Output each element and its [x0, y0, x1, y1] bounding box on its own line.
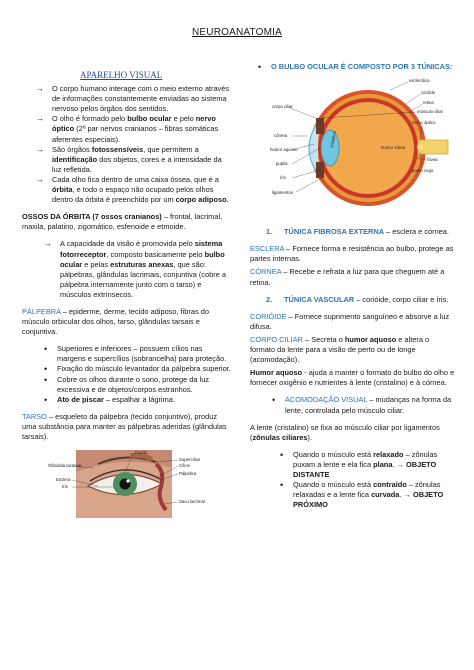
- diagram-label: ligamentos: [272, 190, 293, 196]
- list-item: • Cobre os olhos durante o sono, protege da luz excessiva e de objetos/corpos estranhos.: [44, 374, 210, 394]
- eye-anatomy-photo: [48, 450, 228, 518]
- cornea-definition: CÓRNEA – Recebe e refrata a luz para que cheguem até a retina.: [250, 267, 445, 287]
- section-title: APARELHO VISUAL: [80, 70, 163, 80]
- tunica-fibrosa: 1. TÚNICA FIBROSA EXTERNA – esclera e córnea.: [266, 227, 449, 237]
- corioide-definition: CORIÓIDE – Fornece suprimento sanguíneo e absorve a luz difusa.: [250, 311, 450, 331]
- list-item: • Quando o músculo está relaxado – zônulas puxam a lente e ela fica plana. → OBJETO DISTANTE: [280, 449, 438, 479]
- diagram-label: fóvea: [427, 157, 438, 163]
- list-item: • Fixação do músculo levantador da pálpebra superior.: [44, 364, 231, 375]
- photo-label: Íris: [62, 484, 68, 490]
- diagram-label: esclerótica: [409, 78, 430, 84]
- bullet-icon: •: [280, 480, 284, 491]
- list-item: → O olho é formado pelo bulbo ocular e pelo nervo óptico (2º par nervos cranianos – fibras somáticas aferentes especiais).: [36, 114, 219, 144]
- right-arrow-icon: →: [36, 114, 44, 124]
- diagram-label: ponto cego: [412, 168, 434, 174]
- photo-label: Pálpebra: [179, 471, 197, 477]
- right-column: [250, 62, 456, 510]
- right-arrow-icon: →: [36, 84, 44, 94]
- photo-label: Saco lacrimal: [179, 499, 205, 505]
- palpebra-definition: PÁLPEBRA – epiderme, derme, tecido adiposo, fibras do músculo orbicular dos olhos, tarso, glândulas tarsais e conjuntiva.: [22, 306, 209, 337]
- right-arrow-icon: →: [36, 174, 44, 184]
- acomodacao-item: • ACOMODAÇÃO VISUAL – mudanças na forma da lente, controlada pelo músculo ciliar.: [272, 395, 452, 415]
- bullet-icon: •: [272, 395, 276, 406]
- diagram-label: íris: [280, 175, 286, 181]
- diagram-label: corpo ciliar: [272, 104, 293, 110]
- diagram-label: pupila: [276, 161, 288, 167]
- bullet-icon: •: [44, 364, 48, 375]
- list-item: • Quando o músculo está contraído – zônulas relaxadas e a lente fica curvada. → OBJETO PRÓXIMO: [280, 480, 444, 510]
- bullet-icon: •: [44, 374, 48, 385]
- diagram-label: coróide: [421, 90, 436, 96]
- eye-cross-section-diagram: [270, 74, 450, 224]
- diagram-label: humor vítreo: [381, 145, 406, 151]
- list-item: → O corpo humano interage com o meio externo através de informações constantemente enviadas ao sistema nervoso pelos órgãos dos sentidos.: [36, 84, 230, 114]
- bullet-icon: •: [258, 62, 262, 72]
- list-item: → A capacidade da visão é promovida pelo sistema fotorreceptor, composto basicamente pelo bulbo ocular e pelas estruturas anexas, que são: pálpebras, glândulas lacrimais, conjuntiva (cobre a pálpebra internamente junto com o tarso) e músculos extrínsecos.: [44, 239, 226, 299]
- photo-label: Esclera: [56, 477, 71, 483]
- list-item: → Cada olho fica dentro de uma caixa óssea, que é a órbita, e todo o espaço não ocupado pelos olhos dentro da órbita é preenchido por um corpo adiposo.: [36, 174, 229, 205]
- esclera-definition: ESCLERA – Fornece forma e resistência ao bulbo, protege as partes internas.: [250, 244, 454, 264]
- tunica-vascular: 2. TÚNICA VASCULAR – corióide, corpo ciliar e íris.: [266, 294, 449, 304]
- bullet-icon: •: [44, 394, 48, 405]
- photo-label: Cílios: [179, 463, 190, 469]
- diagram-label: humor aquoso: [270, 147, 298, 153]
- photo-label: Supercílios: [179, 457, 201, 463]
- diagram-label: músculo ciliar: [417, 109, 444, 115]
- photo-label: Glândula lacrimal: [48, 463, 82, 469]
- humor-aquoso-definition: Humor aquoso - ajuda a manter o formato do bulbo do olho e fornecer oxigênio e nutrientes à lente (cristalino) e à córnea.: [250, 368, 455, 388]
- right-arrow-icon: →: [44, 239, 52, 249]
- bulbo-heading: • O BULBO OCULAR É COMPOSTO POR 3 TÚNICAS:: [258, 62, 453, 72]
- diagram-label: córnea: [274, 133, 288, 139]
- photo-label: Pupila: [135, 450, 147, 456]
- corpo-ciliar-definition: CORPO CILIAR – Secreta o humor aquoso e altera o formato da lente para a visão de perto ou de longe (acomodação).: [250, 334, 430, 365]
- left-column: [22, 62, 232, 521]
- diagram-label: cristalino: [329, 130, 337, 149]
- diagram-label: retina: [423, 100, 434, 106]
- tarso-definition: TARSO – esqueleto da pálpebra (tecido conjuntivo), produz uma substância para manter as pálpebras aderidas (glândulas tarsais).: [22, 411, 227, 441]
- bullet-icon: •: [44, 344, 48, 355]
- orbit-bones: OSSOS DA ÓRBITA (7 ossos cranianos) – frontal, lacrimal, maxila, palatino, zigomático, esfenoide e etmoide.: [22, 212, 223, 232]
- diagram-label: nervo óptico: [412, 120, 436, 126]
- bullet-icon: •: [280, 449, 284, 460]
- page-title: NEUROANATOMIA: [191, 27, 283, 38]
- list-item: • Ato de piscar – espalhar a lágrima.: [44, 394, 175, 405]
- list-item: • Superiores e inferiores – possuem cílios nas margens e supercílios (sobrancelha) para proteção.: [44, 344, 227, 364]
- right-arrow-icon: →: [36, 144, 44, 154]
- lente-definition: A lente (cristalino) se fixa ao músculo ciliar por ligamentos (zônulas ciliares).: [250, 422, 440, 442]
- list-item: → São órgãos fotossensíveis, que permitem a identificação dos objetos, cores e a intensidade da luz refletida.: [36, 144, 222, 174]
